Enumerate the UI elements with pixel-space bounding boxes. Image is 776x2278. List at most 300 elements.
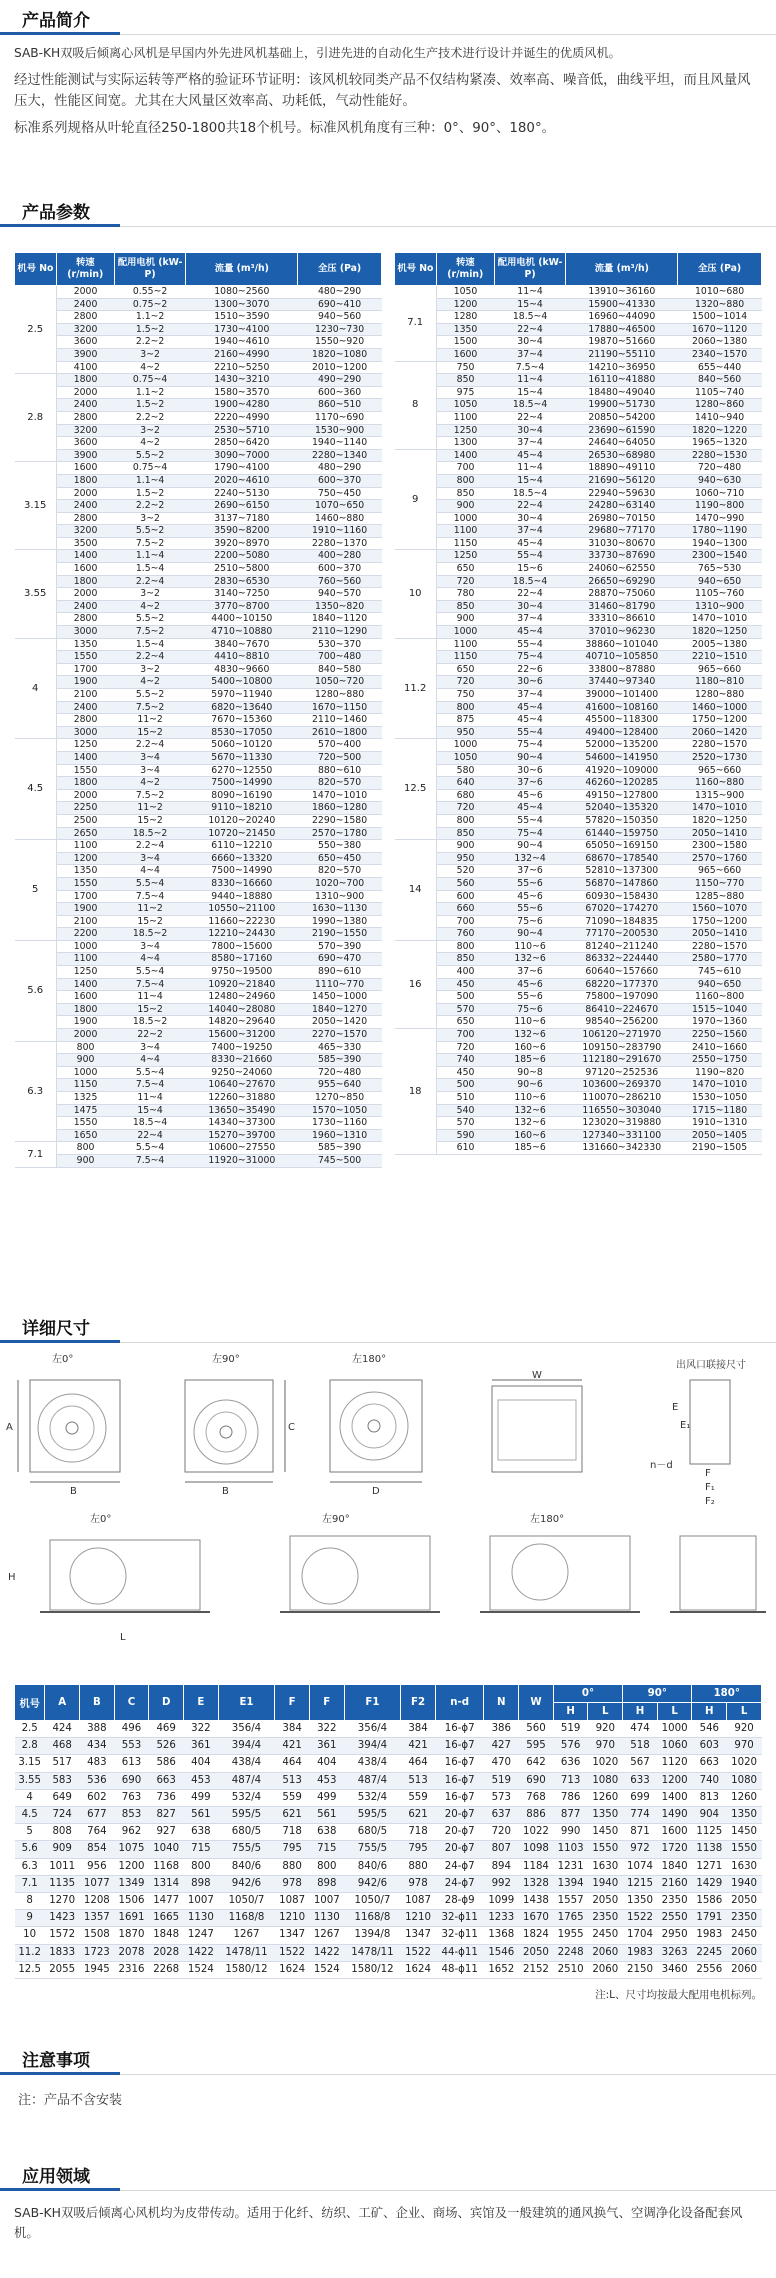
- spec-cell: 1900: [56, 1016, 114, 1029]
- spec-cell: 2340~1570: [678, 348, 762, 361]
- spec-cell: 1700: [56, 663, 114, 676]
- spec-cell: 1000: [436, 739, 494, 752]
- spec-row: [395, 726, 762, 739]
- dim-label-f1: F₁: [705, 1482, 715, 1493]
- dimension-cell: 3460: [657, 1961, 692, 1978]
- spec-cell: 30~6: [494, 676, 566, 689]
- dimension-cell: 2450: [588, 1927, 623, 1944]
- spec-cell: 1550: [56, 877, 114, 890]
- spec-cell: 5.5~4: [114, 1142, 186, 1155]
- dimension-cell: 1267: [309, 1927, 344, 1944]
- dimension-cell: 469: [149, 1721, 184, 1738]
- dimension-cell: 942/6: [344, 1875, 401, 1892]
- dimension-cell: 1040: [149, 1841, 184, 1858]
- spec-cell: 9750~19500: [186, 966, 298, 979]
- spec-row: [395, 613, 762, 626]
- col-header-b: B: [80, 1685, 115, 1721]
- dimension-cell: 1720: [657, 1841, 692, 1858]
- spec-cell: 1820~1250: [678, 626, 762, 639]
- spec-cell: 18.5~4: [494, 399, 566, 412]
- dimension-cell: 718: [401, 1824, 436, 1841]
- dimension-cell: 2060: [588, 1944, 623, 1961]
- spec-cell: 4710~10880: [186, 626, 298, 639]
- spec-cell: 500: [436, 1079, 494, 1092]
- spec-cell: 1150: [56, 1079, 114, 1092]
- dimension-cell: 680/5: [344, 1824, 401, 1841]
- spec-cell: 1.1~2: [114, 386, 186, 399]
- dimension-cell: 904: [692, 1807, 727, 1824]
- spec-cell: 530~370: [298, 638, 382, 651]
- spec-row: [395, 701, 762, 714]
- model-number: 7.1: [395, 286, 437, 362]
- spec-cell: 2300~1540: [678, 550, 762, 563]
- section-title: 详细尺寸: [22, 1319, 90, 1339]
- spec-cell: 103600~269370: [566, 1079, 678, 1092]
- spec-row: [395, 1016, 762, 1029]
- spec-cell: 0.75~4: [114, 374, 186, 387]
- spec-cell: 1600: [436, 348, 494, 361]
- dimension-cell: 1422: [309, 1944, 344, 1961]
- spec-cell: 1105~740: [678, 386, 762, 399]
- dimension-cell: 827: [149, 1807, 184, 1824]
- dimension-cell: 1765: [553, 1910, 588, 1927]
- spec-cell: 1970~1360: [678, 1016, 762, 1029]
- spec-row: [395, 1041, 762, 1054]
- dimension-cell: 12.5: [15, 1961, 45, 1978]
- spec-cell: 2000: [56, 1029, 114, 1042]
- spec-cell: 55~4: [494, 638, 566, 651]
- spec-cell: 650~450: [298, 852, 382, 865]
- label-left-90-base: 左90°: [322, 1514, 350, 1525]
- spec-cell: 3~4: [114, 751, 186, 764]
- spec-cell: 1.5~2: [114, 323, 186, 336]
- dimension-cell: 5.6: [15, 1841, 45, 1858]
- dimension-cell: 3263: [657, 1944, 692, 1961]
- spec-cell: 1470~1010: [678, 1079, 762, 1092]
- spec-cell: 3~2: [114, 424, 186, 437]
- dimension-cell: 384: [275, 1721, 310, 1738]
- dimension-cell: 1120: [657, 1755, 692, 1772]
- dimension-cell: 740: [692, 1772, 727, 1789]
- spec-cell: 750: [436, 689, 494, 702]
- spec-cell: 860~510: [298, 399, 382, 412]
- dimension-cell: 1394/8: [344, 1927, 401, 1944]
- spec-cell: 5.5~2: [114, 613, 186, 626]
- dimension-cell: 877: [553, 1807, 588, 1824]
- spec-cell: 2.2~4: [114, 840, 186, 853]
- spec-cell: 650: [436, 1016, 494, 1029]
- dimension-cell: 807: [484, 1841, 519, 1858]
- spec-cell: 8330~16660: [186, 877, 298, 890]
- spec-cell: 3900: [56, 449, 114, 462]
- spec-row: [395, 1003, 762, 1016]
- spec-cell: 1250: [56, 966, 114, 979]
- dimension-cell: 386: [484, 1721, 519, 1738]
- spec-cell: 490~290: [298, 374, 382, 387]
- dimension-row: [15, 1944, 762, 1961]
- dimension-cell: 1074: [623, 1858, 658, 1875]
- dimension-cell: 470: [484, 1755, 519, 1772]
- spec-cell: 26530~68980: [566, 449, 678, 462]
- spec-row: [395, 411, 762, 424]
- spec-cell: 3200: [56, 424, 114, 437]
- spec-cell: 1820~1220: [678, 424, 762, 437]
- spec-cell: 2200~5080: [186, 550, 298, 563]
- spec-row: [15, 663, 382, 676]
- spec-cell: 1000: [56, 1066, 114, 1079]
- spec-cell: 5.5~2: [114, 449, 186, 462]
- dimension-cell: 1350: [588, 1807, 623, 1824]
- dimension-cell: 2050: [588, 1893, 623, 1910]
- spec-cell: 1020~700: [298, 877, 382, 890]
- spec-cell: 10920~21840: [186, 978, 298, 991]
- spec-cell: 3~2: [114, 588, 186, 601]
- dimension-cell: 898: [309, 1875, 344, 1892]
- spec-cell: 1050: [436, 399, 494, 412]
- col-header-nd: n-d: [435, 1685, 484, 1721]
- spec-cell: 2010~1200: [298, 361, 382, 374]
- spec-cell: 3500: [56, 537, 114, 550]
- dimension-cell: 453: [309, 1772, 344, 1789]
- spec-cell: 1285~880: [678, 890, 762, 903]
- spec-cell: 1250: [436, 550, 494, 563]
- spec-cell: 760: [436, 928, 494, 941]
- dimension-cell: 1840: [657, 1858, 692, 1875]
- spec-cell: 15~4: [494, 386, 566, 399]
- dimension-cell: 1328: [519, 1875, 554, 1892]
- spec-cell: 11920~31000: [186, 1154, 298, 1167]
- dimension-cell: 1075: [114, 1841, 149, 1858]
- dimension-cell: 1138: [692, 1841, 727, 1858]
- spec-cell: 1180~810: [678, 676, 762, 689]
- spec-row: [15, 1104, 382, 1117]
- dimension-cell: 1233: [484, 1910, 519, 1927]
- dimension-cell: 496: [114, 1721, 149, 1738]
- dimension-cell: 1624: [275, 1961, 310, 1978]
- spec-cell: 86410~224670: [566, 1003, 678, 1016]
- dimension-row: [15, 1721, 762, 1738]
- dim-label-b-90: B: [222, 1486, 229, 1497]
- spec-cell: 1940~1300: [678, 537, 762, 550]
- dimension-cell: 1704: [623, 1927, 658, 1944]
- spec-cell: 1050: [436, 751, 494, 764]
- col-header-motor: 配用电机 (kW-P): [114, 253, 186, 286]
- spec-cell: 1900: [56, 903, 114, 916]
- spec-row: [15, 953, 382, 966]
- dimension-cell: 1550: [727, 1841, 762, 1858]
- spec-row: [15, 840, 382, 853]
- spec-cell: 1.5~2: [114, 399, 186, 412]
- dimension-cell: 1210: [401, 1910, 436, 1927]
- dimension-cell: 583: [45, 1772, 80, 1789]
- spec-cell: 7.5~4: [114, 890, 186, 903]
- spec-cell: 90~8: [494, 1066, 566, 1079]
- dimension-cell: 6.3: [15, 1858, 45, 1875]
- spec-row: [15, 877, 382, 890]
- spec-cell: 75~4: [494, 827, 566, 840]
- spec-cell: 2800: [56, 714, 114, 727]
- spec-cell: 690~470: [298, 953, 382, 966]
- dimension-cell: 2950: [657, 1927, 692, 1944]
- dimension-table: [14, 1684, 762, 1979]
- dimension-cell: 942/6: [218, 1875, 275, 1892]
- spec-cell: 610: [436, 1142, 494, 1155]
- dimension-cell: 513: [275, 1772, 310, 1789]
- spec-cell: 9440~18880: [186, 890, 298, 903]
- col-header-e: E: [184, 1685, 219, 1721]
- spec-cell: 9110~18210: [186, 802, 298, 815]
- spec-cell: 45~4: [494, 714, 566, 727]
- dimension-cell: 518: [623, 1738, 658, 1755]
- spec-cell: 16960~44090: [566, 311, 678, 324]
- spec-cell: 90~4: [494, 751, 566, 764]
- dimension-cell: 559: [275, 1789, 310, 1806]
- spec-cell: 1250: [436, 424, 494, 437]
- spec-cell: 8090~16190: [186, 789, 298, 802]
- dimension-cell: 404: [184, 1755, 219, 1772]
- col-header-90deg: 90°: [623, 1685, 692, 1703]
- spec-cell: 3~2: [114, 348, 186, 361]
- col-header-0deg: 0°: [553, 1685, 622, 1703]
- spec-cell: 1800: [56, 777, 114, 790]
- spec-row: [15, 500, 382, 513]
- spec-row: [395, 714, 762, 727]
- spec-cell: 1460~880: [298, 512, 382, 525]
- spec-table-left-wrap: [14, 252, 382, 1168]
- spec-cell: 98540~256200: [566, 1016, 678, 1029]
- spec-cell: 1270~850: [298, 1092, 382, 1105]
- dimension-cell: 720: [484, 1824, 519, 1841]
- spec-cell: 5400~10800: [186, 676, 298, 689]
- dimension-cell: 487/4: [218, 1772, 275, 1789]
- dimension-row: [15, 1738, 762, 1755]
- spec-cell: 112180~291670: [566, 1054, 678, 1067]
- section-title: 注意事项: [22, 2051, 90, 2071]
- spec-row: [15, 739, 382, 752]
- spec-cell: 1250: [56, 739, 114, 752]
- spec-cell: 18890~49110: [566, 462, 678, 475]
- dimension-cell: 990: [553, 1824, 588, 1841]
- dimension-cell: 1125: [692, 1824, 727, 1841]
- spec-row: [15, 323, 382, 336]
- spec-cell: 700: [436, 462, 494, 475]
- spec-row: [395, 437, 762, 450]
- col-header-f: F: [275, 1685, 310, 1721]
- dimension-row: [15, 1875, 762, 1892]
- spec-cell: 1400: [56, 751, 114, 764]
- dimension-cell: 1007: [184, 1893, 219, 1910]
- spec-cell: 123020~319880: [566, 1117, 678, 1130]
- spec-cell: 90~4: [494, 840, 566, 853]
- spec-cell: 127340~331100: [566, 1129, 678, 1142]
- spec-cell: 900: [56, 1154, 114, 1167]
- dimension-cell: 32-ϕ11: [435, 1910, 484, 1927]
- dimension-cell: 621: [401, 1807, 436, 1824]
- dimension-cell: 1168: [149, 1858, 184, 1875]
- col-header-h-180: H: [692, 1703, 727, 1721]
- spec-row: [15, 336, 382, 349]
- spec-cell: 1050~720: [298, 676, 382, 689]
- spec-cell: 2000: [56, 487, 114, 500]
- spec-row: [395, 336, 762, 349]
- spec-row: [395, 374, 762, 387]
- spec-cell: 55~4: [494, 726, 566, 739]
- spec-row: [15, 348, 382, 361]
- spec-row: [395, 1079, 762, 1092]
- dimension-cell: 1524: [184, 1961, 219, 1978]
- section-title: 产品简介: [22, 11, 90, 31]
- section-title: 产品参数: [22, 203, 90, 223]
- spec-cell: 18.5~2: [114, 928, 186, 941]
- dimension-cell: 636: [553, 1755, 588, 1772]
- dimension-row: [15, 1824, 762, 1841]
- spec-cell: 12260~31880: [186, 1092, 298, 1105]
- spec-cell: 3090~7000: [186, 449, 298, 462]
- spec-cell: 8580~17160: [186, 953, 298, 966]
- dimension-row: [15, 1841, 762, 1858]
- spec-cell: 0.75~2: [114, 298, 186, 311]
- dimension-cell: 768: [519, 1789, 554, 1806]
- spec-cell: 19870~51660: [566, 336, 678, 349]
- spec-cell: 700~480: [298, 651, 382, 664]
- dimension-cell: 2248: [553, 1944, 588, 1961]
- spec-cell: 45~4: [494, 802, 566, 815]
- spec-cell: 3140~7250: [186, 588, 298, 601]
- spec-cell: 2280~1340: [298, 449, 382, 462]
- spec-row: [395, 852, 762, 865]
- spec-cell: 2520~1730: [678, 751, 762, 764]
- dimension-cell: 972: [623, 1841, 658, 1858]
- spec-cell: 570: [436, 1003, 494, 1016]
- spec-cell: 940~570: [298, 588, 382, 601]
- dimension-cell: 8: [15, 1893, 45, 1910]
- dimension-cell: 1450: [727, 1824, 762, 1841]
- spec-cell: 1310~900: [678, 600, 762, 613]
- dimension-cell: 956: [80, 1858, 115, 1875]
- spec-row: [15, 537, 382, 550]
- spec-cell: 800: [436, 940, 494, 953]
- dimension-cell: 595/5: [344, 1807, 401, 1824]
- spec-row: [395, 1129, 762, 1142]
- spec-cell: 1475: [56, 1104, 114, 1117]
- spec-row: [395, 789, 762, 802]
- dimension-cell: 394/4: [344, 1738, 401, 1755]
- spec-cell: 45500~118300: [566, 714, 678, 727]
- spec-row: [15, 1129, 382, 1142]
- dimension-cell: 715: [184, 1841, 219, 1858]
- spec-cell: 750: [436, 361, 494, 374]
- spec-cell: 3~4: [114, 852, 186, 865]
- model-number: 9: [395, 449, 437, 550]
- spec-cell: 109150~283790: [566, 1041, 678, 1054]
- spec-row: [15, 651, 382, 664]
- spec-cell: 1900~4280: [186, 399, 298, 412]
- spec-cell: 4830~9660: [186, 663, 298, 676]
- spec-cell: 37~4: [494, 525, 566, 538]
- spec-row: [395, 386, 762, 399]
- section-accent-bar: [0, 1340, 120, 1343]
- spec-cell: 11~4: [114, 991, 186, 1004]
- spec-cell: 900: [436, 613, 494, 626]
- spec-cell: 720~500: [298, 751, 382, 764]
- spec-row: [395, 537, 762, 550]
- dimension-cell: 2028: [149, 1944, 184, 1961]
- spec-row: [15, 814, 382, 827]
- dimension-cell: 10: [15, 1927, 45, 1944]
- col-header-model: 机号 No: [15, 253, 57, 286]
- spec-cell: 14820~29640: [186, 1016, 298, 1029]
- dim-label-f2: F₂: [705, 1496, 715, 1507]
- col-header-n: N: [484, 1685, 519, 1721]
- col-header-no: 机号: [15, 1685, 45, 1721]
- dimension-cell: 927: [149, 1824, 184, 1841]
- dimension-cell: 356/4: [344, 1721, 401, 1738]
- dimension-cell: 690: [114, 1772, 149, 1789]
- spec-row: [15, 865, 382, 878]
- spec-cell: 4~4: [114, 865, 186, 878]
- label-outlet: 出风口联接尺寸: [676, 1360, 746, 1371]
- spec-row: [395, 751, 762, 764]
- spec-cell: 1.1~4: [114, 474, 186, 487]
- dimension-cell: 586: [149, 1755, 184, 1772]
- spec-row: [395, 348, 762, 361]
- spec-cell: 7500~14990: [186, 777, 298, 790]
- dimension-cell: 16-ϕ7: [435, 1738, 484, 1755]
- spec-cell: 131660~342330: [566, 1142, 678, 1155]
- spec-cell: 1820~1080: [298, 348, 382, 361]
- spec-cell: 540: [436, 1104, 494, 1117]
- section-accent-bar: [0, 32, 120, 35]
- spec-row: [395, 361, 762, 374]
- spec-cell: 1550: [56, 1117, 114, 1130]
- spec-cell: 450: [436, 978, 494, 991]
- spec-cell: 1280: [436, 311, 494, 324]
- spec-cell: 23690~61590: [566, 424, 678, 437]
- spec-cell: 4~4: [114, 1054, 186, 1067]
- model-number: 7.1: [15, 1142, 57, 1167]
- spec-cell: 2.2~2: [114, 336, 186, 349]
- spec-cell: 765~530: [678, 563, 762, 576]
- dimension-cell: 978: [275, 1875, 310, 1892]
- spec-row: [395, 827, 762, 840]
- dimension-cell: 786: [553, 1789, 588, 1806]
- spec-row: [15, 991, 382, 1004]
- dimension-cell: 1955: [553, 1927, 588, 1944]
- spec-cell: 54600~141950: [566, 751, 678, 764]
- dimension-cell: 24-ϕ7: [435, 1875, 484, 1892]
- dimension-cell: 854: [80, 1841, 115, 1858]
- spec-cell: 86332~224440: [566, 953, 678, 966]
- spec-cell: 15~2: [114, 726, 186, 739]
- dimension-cell: 2268: [149, 1961, 184, 1978]
- spec-row: [15, 789, 382, 802]
- spec-cell: 22~4: [494, 500, 566, 513]
- dimension-cell: 633: [623, 1772, 658, 1789]
- spec-cell: 11~2: [114, 903, 186, 916]
- dimension-cell: 813: [692, 1789, 727, 1806]
- spec-cell: 2580~1770: [678, 953, 762, 966]
- model-number: 8: [395, 361, 437, 449]
- dimension-cell: 404: [309, 1755, 344, 1772]
- spec-cell: 585~390: [298, 1142, 382, 1155]
- dimension-cell: 421: [275, 1738, 310, 1755]
- section-accent-bar: [0, 224, 120, 227]
- spec-cell: 4~2: [114, 361, 186, 374]
- dimension-cell: 1007: [309, 1893, 344, 1910]
- spec-cell: 90~4: [494, 928, 566, 941]
- spec-cell: 12480~24960: [186, 991, 298, 1004]
- dimension-cell: 1135: [45, 1875, 80, 1892]
